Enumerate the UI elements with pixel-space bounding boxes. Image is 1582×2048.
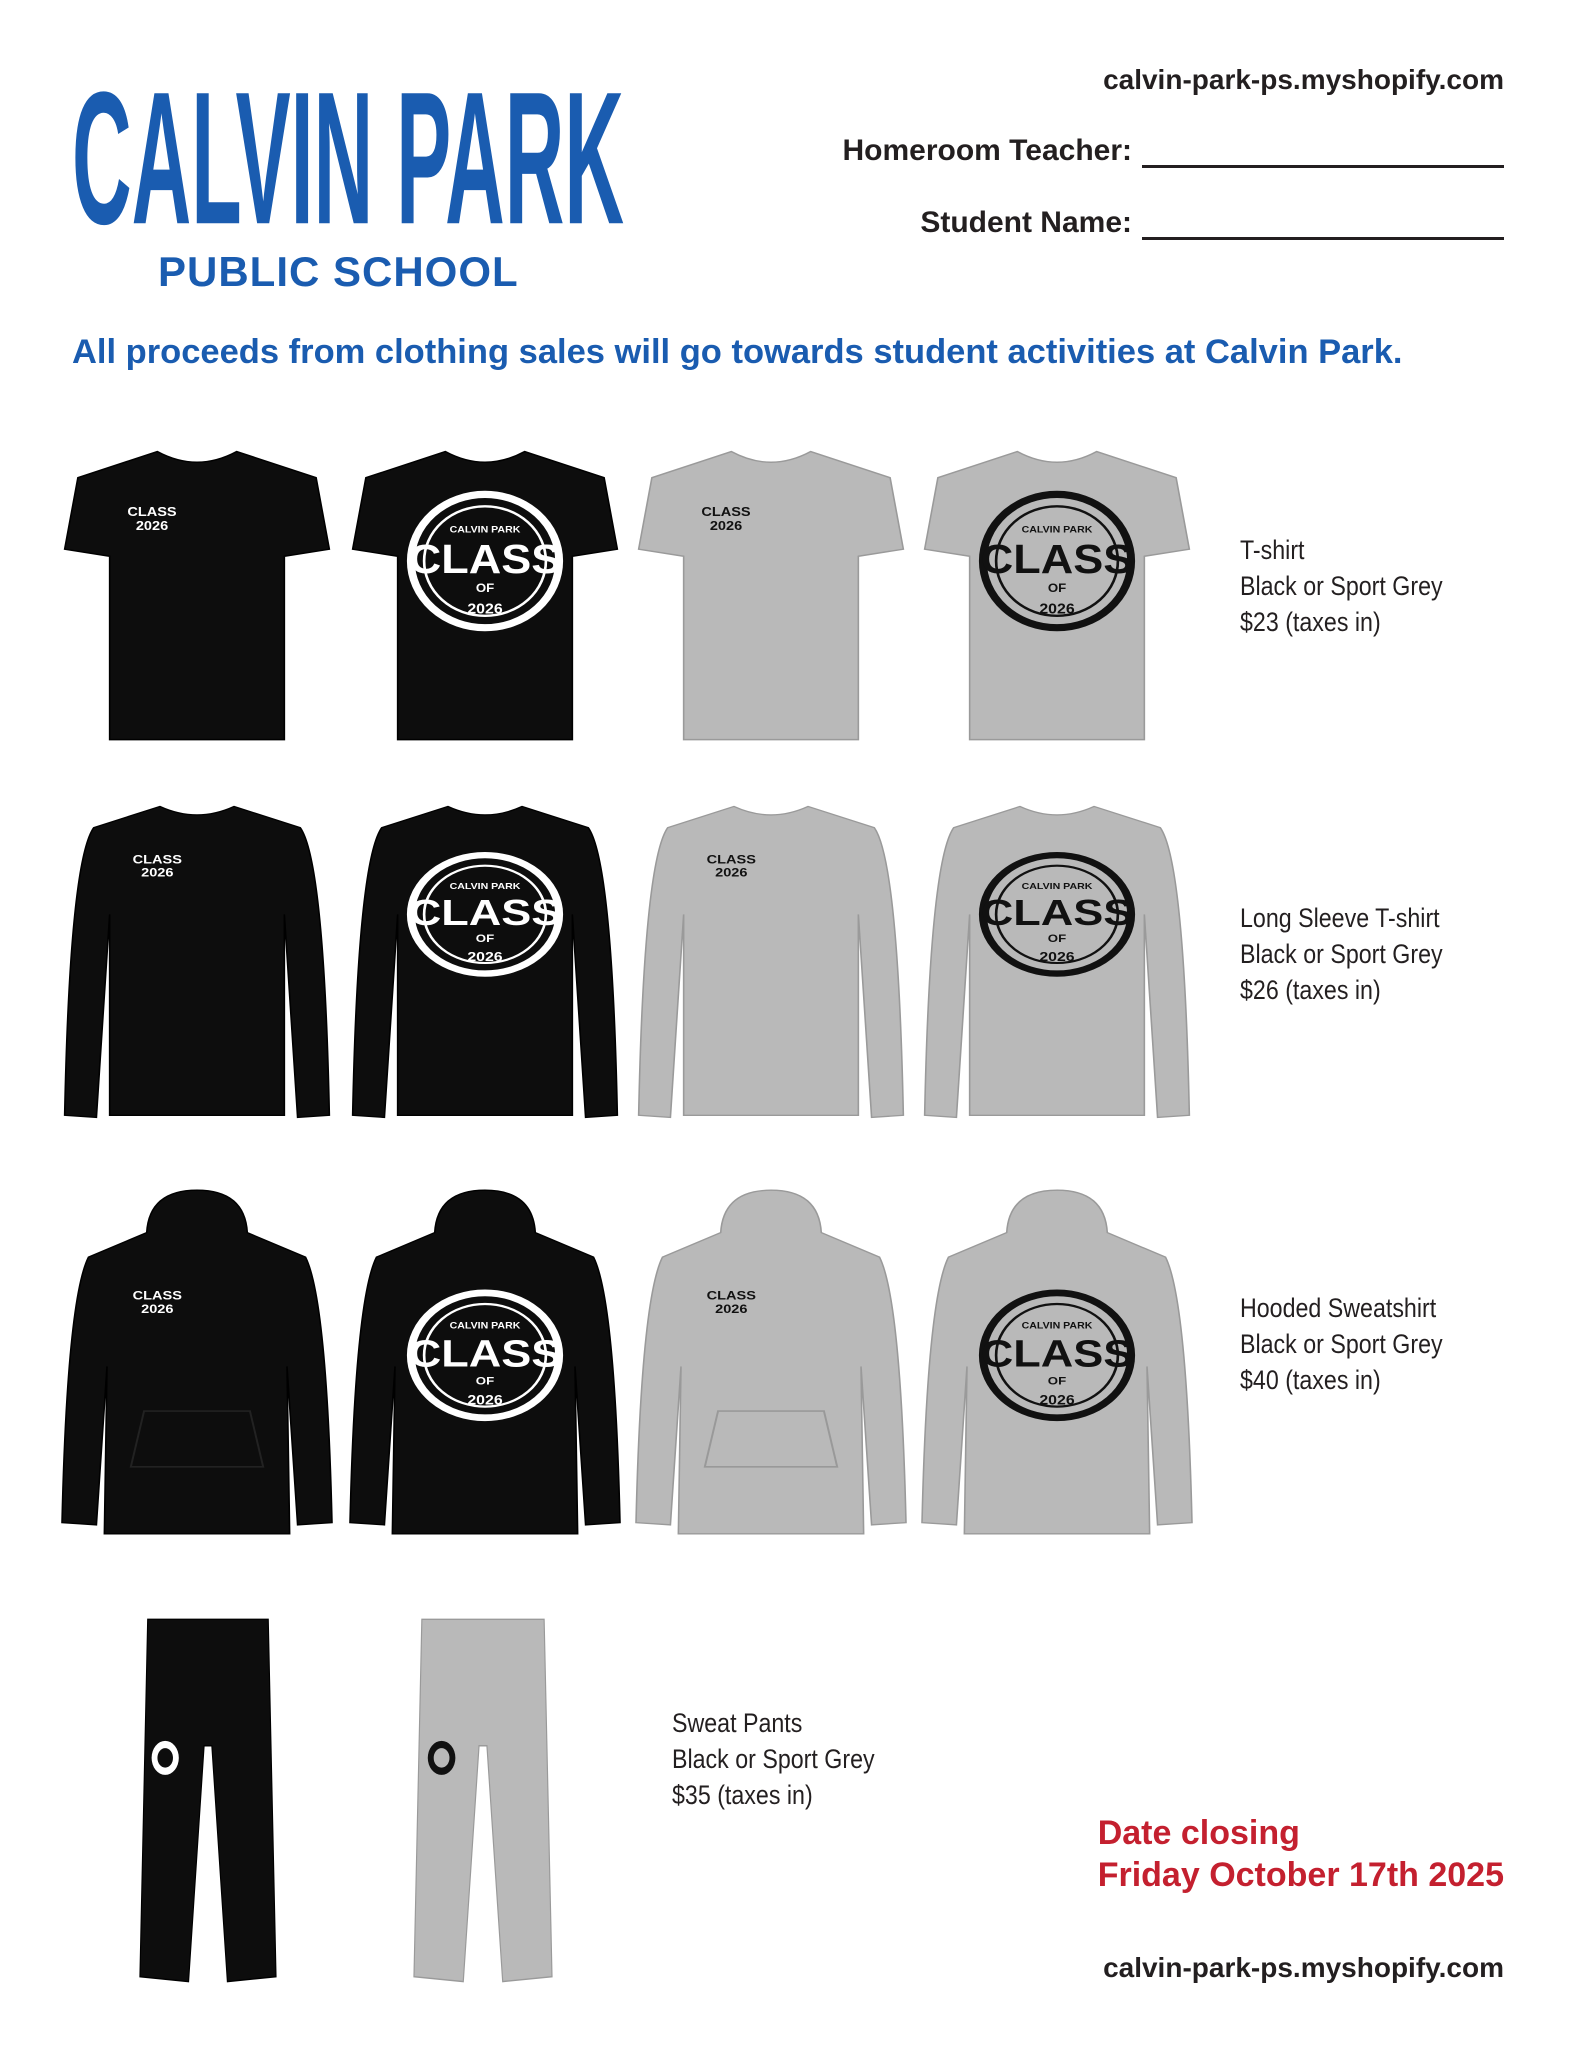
longsleeve-black-front-image [62,798,332,1128]
product-tshirt-info [1240,532,1443,640]
back-logo-of: OF [1047,1374,1067,1388]
front-logo-class: CLASS [132,1288,182,1303]
badge-inner [157,1748,173,1767]
front-logo-year: 2026 [709,517,743,533]
product-hoodie-info [1240,1290,1443,1398]
product-price: $35 (taxes in) [672,1780,813,1810]
student-name-label: Student Name: [920,206,1132,239]
tshirt-black-back-image [350,442,620,742]
front-logo-class: CLASS [127,503,177,519]
longsleeve-body [639,806,904,1117]
product-price: $40 (taxes in) [1240,1365,1381,1395]
back-logo-year: 2026 [467,601,503,618]
back-logo-class: CLASS [408,1331,562,1375]
front-logo-year: 2026 [141,865,174,879]
front-logo-class: CLASS [701,503,751,519]
student-name-row [920,206,1504,240]
product-colors: Black or Sport Grey [672,1744,875,1774]
longsleeve-body [65,806,330,1117]
tee-body [639,452,904,740]
product-longsleeve-info [1240,900,1443,1008]
product-colors: Black or Sport Grey [1240,939,1443,969]
back-logo-small: CALVIN PARK [1021,881,1093,892]
product-name: Hooded Sweatshirt [1240,1293,1437,1323]
pants-body [414,1619,552,1981]
back-logo-of: OF [475,1374,495,1388]
homeroom-teacher-label: Homeroom Teacher: [842,134,1132,167]
back-logo-small: CALVIN PARK [449,524,521,536]
front-logo-class: CLASS [132,852,182,867]
product-name: Long Sleeve T-shirt [1240,903,1440,933]
closing-label: Date closing [1097,1814,1300,1852]
pants-body [140,1619,276,1981]
back-logo-small: CALVIN PARK [449,881,521,892]
product-name: T-shirt [1240,535,1305,565]
back-logo-year: 2026 [1039,950,1075,965]
closing-date-text: Friday October 17th 2025 [1097,1856,1504,1894]
proceeds-notice: All proceeds from clothing sales will go towards student activities at Calvin Park. [72,333,1403,371]
back-logo-class: CLASS [980,892,1134,933]
back-logo-class: CLASS [408,537,562,583]
back-logo-small: CALVIN PARK [449,1321,521,1332]
front-logo-year: 2026 [715,1301,748,1316]
back-logo-of: OF [475,581,495,595]
product-name: Sweat Pants [672,1708,803,1738]
homeroom-teacher-row [842,134,1504,168]
back-logo-of: OF [475,932,495,945]
back-logo-year: 2026 [467,1393,503,1409]
hoodie-body [636,1190,906,1534]
tshirt-grey-back-image [922,442,1192,742]
sweatpants-grey-image [412,1612,552,1984]
back-logo-of: OF [1047,581,1067,595]
leg-badge [152,1741,179,1775]
front-logo-year: 2026 [715,865,748,879]
longsleeve-grey-front-image [636,798,906,1128]
tee-body [65,452,330,740]
product-colors: Black or Sport Grey [1240,1329,1443,1359]
student-name-field[interactable] [1142,207,1504,240]
back-logo-year: 2026 [1039,601,1075,618]
logo-subtitle: PUBLIC SCHOOL [158,248,519,295]
back-logo-of: OF [1047,932,1067,945]
product-sweatpants-info [672,1705,875,1813]
logo-title-text: CALVIN PARK [72,64,624,265]
product-price: $26 (taxes in) [1240,975,1381,1005]
hoodie-black-front-image [62,1188,332,1536]
longsleeve-black-back-image [350,798,620,1128]
back-logo-small: CALVIN PARK [1021,524,1093,536]
back-logo-year: 2026 [467,950,503,965]
front-logo-class: CLASS [706,852,756,867]
calvin-park-logo [72,64,632,274]
product-colors: Black or Sport Grey [1240,571,1443,601]
badge-inner [434,1748,450,1767]
hoodie-grey-front-image [636,1188,906,1536]
store-url-top[interactable]: calvin-park-ps.myshopify.com [1103,64,1504,95]
product-price: $23 (taxes in) [1240,607,1381,637]
closing-date [1098,1812,1504,1896]
hoodie-grey-back-image [922,1188,1192,1536]
longsleeve-grey-back-image [922,798,1192,1128]
back-logo-year: 2026 [1039,1393,1075,1409]
front-logo-class: CLASS [706,1288,756,1303]
leg-badge [428,1741,456,1775]
front-logo-year: 2026 [141,1301,174,1316]
hoodie-black-back-image [350,1188,620,1536]
homeroom-teacher-field[interactable] [1142,135,1504,168]
back-logo-class: CLASS [980,537,1134,583]
back-logo-class: CLASS [980,1331,1134,1375]
tshirt-black-front-image [62,442,332,742]
sweatpants-black-image [138,1612,276,1984]
hoodie-body [62,1190,332,1534]
tshirt-grey-front-image [636,442,906,742]
front-logo-year: 2026 [135,517,169,533]
back-logo-small: CALVIN PARK [1021,1321,1093,1332]
store-url-bottom[interactable]: calvin-park-ps.myshopify.com [1103,1952,1504,1983]
back-logo-class: CLASS [408,892,562,933]
